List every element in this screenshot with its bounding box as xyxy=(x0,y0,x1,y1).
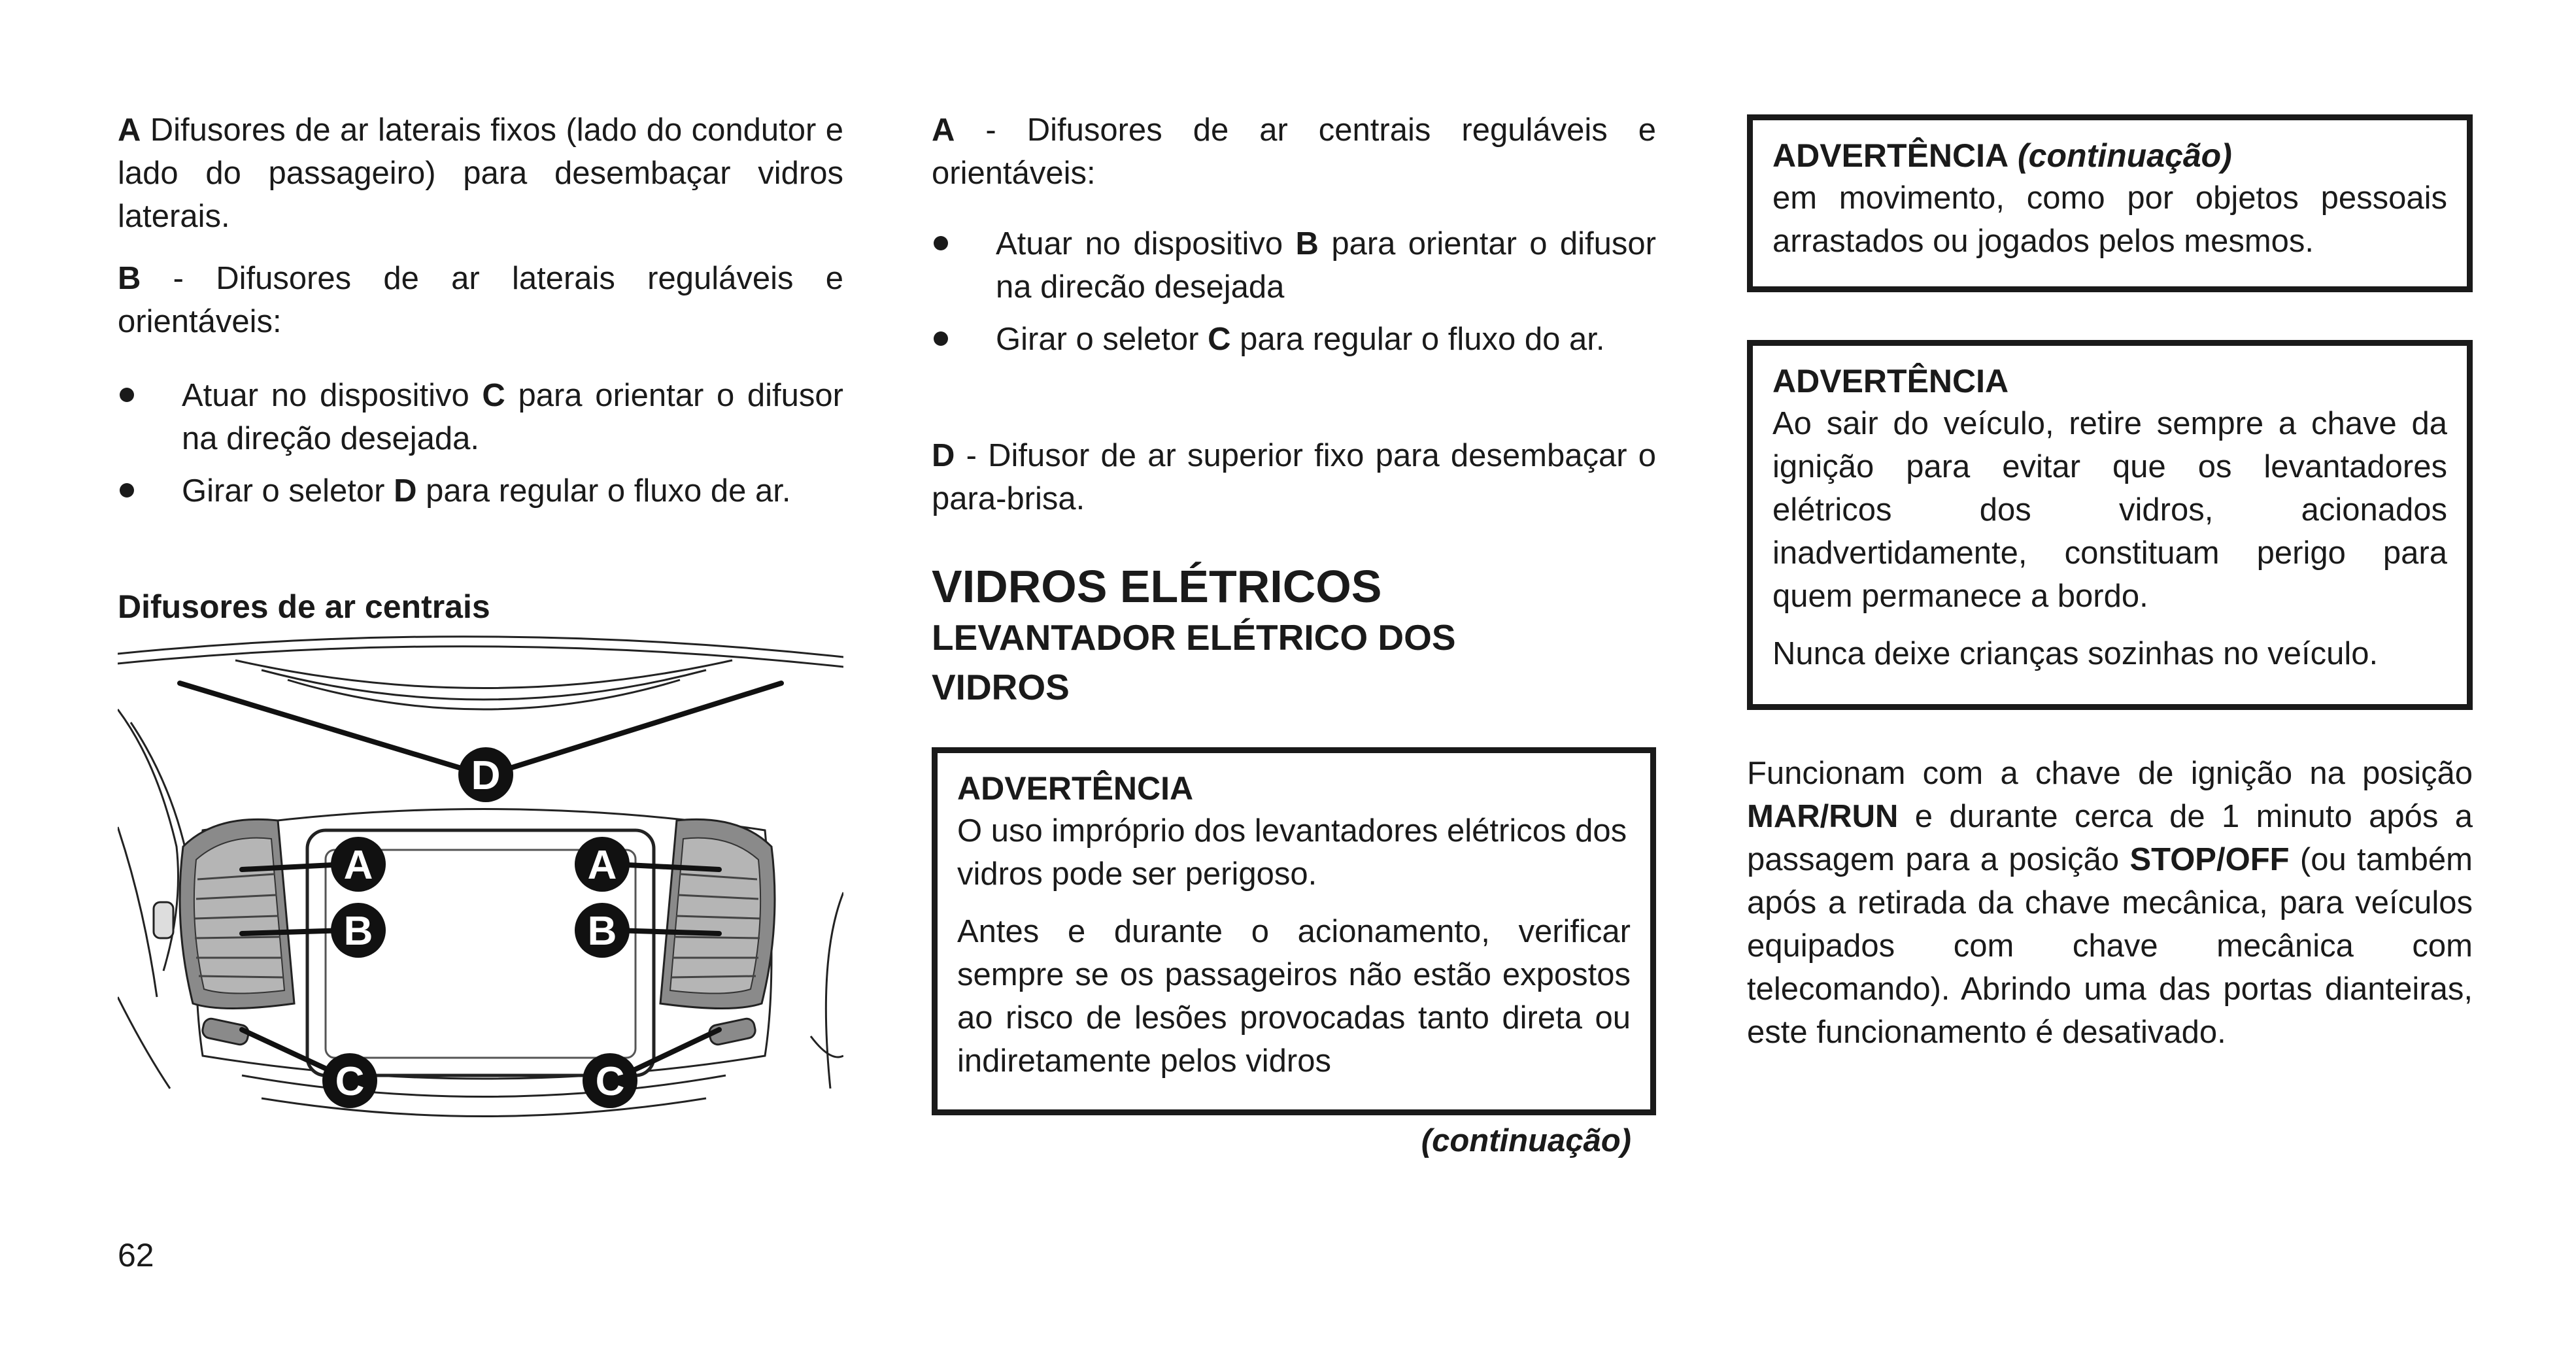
label-d-marker xyxy=(458,747,513,802)
warning-text: Antes e durante o acionamento, verificar sempre se os passageiros não estão expostos ao risco de lesões provocadas tanto direta ou indiretamente pelos vidros xyxy=(957,914,1631,1079)
warning-text: Nunca deixe crianças sozinhas no veículo. xyxy=(1772,636,2379,671)
bullet-icon xyxy=(934,236,948,250)
page-number: 62 xyxy=(118,1237,154,1274)
bullet-list xyxy=(932,222,1656,361)
svg-text:A: A xyxy=(587,843,617,888)
warning-text: O uso impróprio dos levantadores elétricos dos vidros pode ser perigoso. xyxy=(957,813,1627,892)
bullet-icon xyxy=(934,331,948,346)
warning-text: em movimento, como por objetos pessoais arrastados ou jogados pelos mesmos. xyxy=(1772,180,2447,259)
label-c-right-marker xyxy=(583,1053,637,1108)
svg-text:B: B xyxy=(343,909,373,954)
svg-text:C: C xyxy=(335,1059,365,1104)
warning-box-continued xyxy=(1747,114,2473,292)
svg-text:C: C xyxy=(595,1059,625,1104)
continuation-note: (continuação) xyxy=(1421,1123,1631,1158)
label-a-left-marker xyxy=(331,837,386,892)
label-b-left-marker xyxy=(331,903,386,958)
paragraph-a: A - Difusores de ar centrais reguláveis e orientáveis: xyxy=(932,112,1656,191)
label-c-left-marker xyxy=(322,1053,377,1108)
svg-text:D: D xyxy=(471,753,501,798)
figure-title: Difusores de ar centrais xyxy=(118,588,490,625)
paragraph-b: B - Difusores de ar laterais reguláveis e orientáveis: xyxy=(118,261,843,339)
bullet-icon xyxy=(120,388,134,402)
air-vents-illustration xyxy=(118,631,843,1131)
list-item: Girar o seletor D para regular o fluxo de ar. xyxy=(118,469,843,513)
warning-text: Ao sair do veículo, retire sempre a chave da ignição para evitar que os levantadores elétricos dos vidros, acionados inadvertidamente, constituam perigo para quem permanece a bordo. xyxy=(1772,406,2447,614)
list-item: Atuar no dispositivo C para orientar o difusor na direção desejada. xyxy=(118,374,843,460)
paragraph-a: A Difusores de ar laterais fixos (lado do condutor e lado do passageiro) para desembaçar vidros laterais. xyxy=(118,112,843,234)
bullet-icon xyxy=(120,483,134,498)
list-item: Girar o seletor C para regular o fluxo do ar. xyxy=(932,318,1656,361)
paragraph-d: D - Difusor de ar superior fixo para desembaçar o para-brisa. xyxy=(932,438,1656,516)
section-heading: VIDROS ELÉTRICOS xyxy=(932,561,1382,612)
svg-text:A: A xyxy=(343,843,373,888)
list-item: Atuar no dispositivo B para orientar o difusor na direcão desejada xyxy=(932,222,1656,309)
body-paragraph: Funcionam com a chave de ignição na posição MAR/RUN e durante cerca de 1 minuto após a passagem para a posição STOP/OFF (ou também após a retirada da chave mecânica, para veículos equipados com chave mecânica com telecomando). Abrindo uma das portas dianteiras, este funcionamento é desativado. xyxy=(1747,756,2473,1050)
warning-title: ADVERTÊNCIA xyxy=(1772,363,2009,399)
warning-box xyxy=(1747,340,2473,710)
warning-title: ADVERTÊNCIA (continuação) xyxy=(1772,137,2232,174)
label-a-right-marker xyxy=(575,837,630,892)
subsection-heading: LEVANTADOR ELÉTRICO DOS VIDROS xyxy=(932,617,1456,707)
warning-title: ADVERTÊNCIA xyxy=(957,770,1194,807)
bullet-list xyxy=(118,374,843,513)
label-b-right-marker xyxy=(575,903,630,958)
svg-text:B: B xyxy=(587,909,617,954)
warning-box xyxy=(932,747,1656,1115)
